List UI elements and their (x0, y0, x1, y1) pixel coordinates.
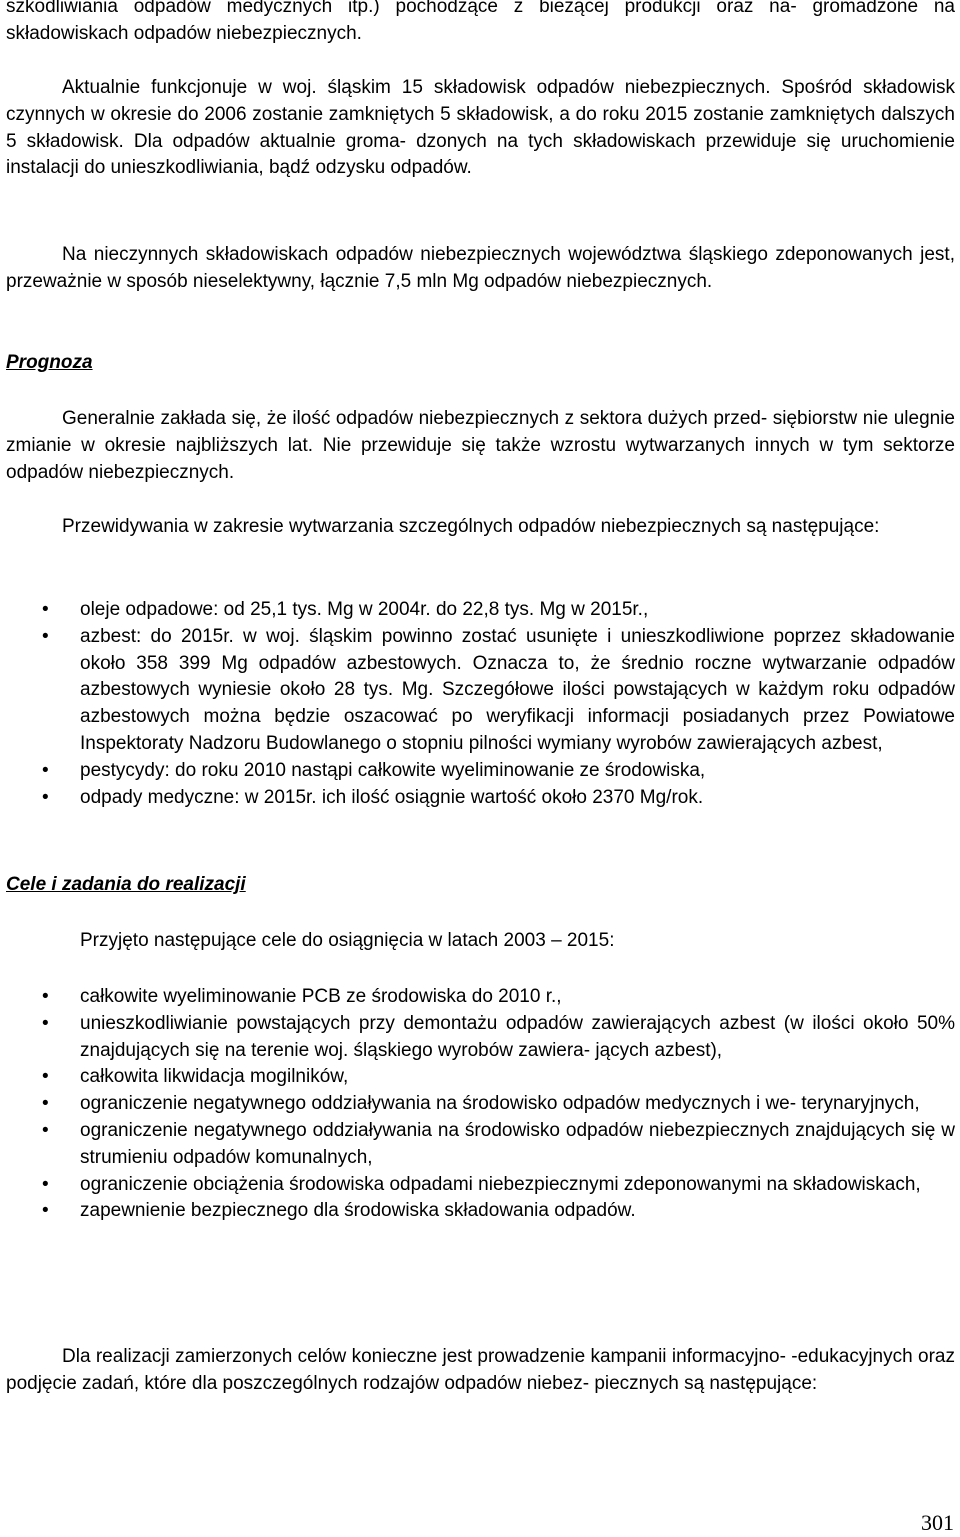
heading-prognoza: Prognoza (6, 352, 93, 373)
list-item-text: pestycydy: do roku 2010 nastąpi całkowite wyeliminowanie ze środowiska, (80, 759, 706, 781)
bullet-icon: • (42, 599, 49, 620)
list-item (6, 758, 955, 785)
paragraph-forecast-intro: Przewidywania w zakresie wytwarzania szczególnych odpadów niebezpiecznych są następujące: (62, 516, 880, 537)
list-item-text: odpady medyczne: w 2015r. ich ilość osiągnie wartość około 2370 Mg/rok. (80, 786, 704, 808)
bullet-icon: • (42, 759, 49, 781)
list-item (6, 624, 955, 758)
bullet-icon: • (42, 1173, 49, 1195)
list-item-text: ograniczenie negatywnego oddziaływania na środowisko odpadów medycznych i we- terynaryjnych, (80, 1093, 920, 1115)
bullet-icon: • (42, 986, 49, 1007)
list-item-text: oleje odpadowe: od 25,1 tys. Mg w 2004r. do 22,8 tys. Mg w 2015r., (80, 599, 649, 620)
list-item-text: całkowite wyeliminowanie PCB ze środowiska do 2010 r., (80, 986, 562, 1007)
list-item (6, 984, 955, 1011)
list-item (6, 1064, 955, 1091)
list-item (6, 1172, 955, 1199)
list-item (6, 597, 955, 624)
paragraph-forecast-general: Generalnie zakłada się, że ilość odpadów niebezpiecznych z sektora dużych przed- siębiorstw nie ulegnie zmianie w okresie najbliższych lat. Nie przewiduje się także wzrostu wytwarzanych innych w tym sektorze odpadów niebezpiecznych. (6, 408, 955, 483)
paragraph-intro-continued: szkodliwiania odpadów medycznych itp.) pochodzące z bieżącej produkcji oraz na- gromadzone na składowiskach odpadów niebezpiecznych. (6, 0, 955, 44)
bullet-icon: • (42, 1093, 49, 1115)
bullet-icon: • (42, 1066, 49, 1088)
bullet-icon: • (42, 625, 49, 647)
bullet-icon: • (42, 1012, 49, 1034)
forecast-list (6, 597, 955, 811)
list-item-text: zapewnienie bezpiecznego dla środowiska składowania odpadów. (80, 1200, 636, 1222)
paragraph-campaigns: Dla realizacji zamierzonych celów konieczne jest prowadzenie kampanii informacyjno- -edukacyjnych oraz podjęcie zadań, które dla poszczególnych rodzajów odpadów niebez- piecznych są następujące: (6, 1346, 955, 1394)
list-item-text: unieszkodliwianie powstających przy demontażu odpadów zawierających azbest (w ilości około 50% znajdujących się na terenie woj. śląskiego wyrobów zawiera- jących azbest), (80, 1012, 955, 1061)
list-item (6, 1118, 955, 1172)
bullet-icon: • (42, 786, 49, 808)
list-item-text: ograniczenie obciążenia środowiska odpadami niebezpiecznymi zdeponowanymi na składowiskach, (80, 1173, 921, 1195)
goals-list (6, 984, 955, 1225)
paragraph-landfills-count: Aktualnie funkcjonuje w woj. śląskim 15 składowisk odpadów niebezpiecznych. Spośród składowisk czynnych w okresie do 2006 zostanie zamkniętych 5 składowisk, a do roku 2015 zostanie zamkniętych dalszych 5 składowisk. Dla odpadów aktualnie groma- dzonych na tych składowiskach przewiduje się uruchomienie instalacji do unieszkodliwiania, bądź odzysku odpadów. (6, 77, 955, 179)
bullet-icon: • (42, 1200, 49, 1222)
paragraph-goals-intro: Przyjęto następujące cele do osiągnięcia w latach 2003 – 2015: (80, 930, 615, 951)
page-number: 301 (921, 1510, 954, 1535)
paragraph-closed-landfills: Na nieczynnych składowiskach odpadów niebezpiecznych województwa śląskiego zdeponowanych jest, przeważnie w sposób nieselektywny, łącznie 7,5 mln Mg odpadów niebezpiecznych. (6, 244, 955, 292)
list-item (6, 785, 955, 812)
bullet-icon: • (42, 1119, 49, 1141)
heading-cele: Cele i zadania do realizacji (6, 874, 246, 895)
list-item-text: ograniczenie negatywnego oddziaływania na środowisko odpadów niebezpiecznych znajdujących się w strumieniu odpadów komunalnych, (80, 1119, 955, 1168)
list-item-text: całkowita likwidacja mogilników, (80, 1066, 349, 1088)
list-item-text: azbest: do 2015r. w woj. śląskim powinno zostać usunięte i unieszkodliwione poprzez składowanie około 358 399 Mg odpadów azbestowych. Oznacza to, że średnio roczne wytwarzanie odpadów azbestowych wyniesie około 28 tys. Mg. Szczegółowe ilości powstających w każdym roku odpadów azbestowych można będzie oszacować po weryfikacji informacji posiadanych przez Powiatowe Inspektoraty Nadzoru Budowlanego o stopniu pilności wymiany wyrobów zawierających azbest, (80, 625, 955, 754)
list-item (6, 1091, 955, 1118)
list-item (6, 1011, 955, 1065)
list-item (6, 1198, 955, 1225)
